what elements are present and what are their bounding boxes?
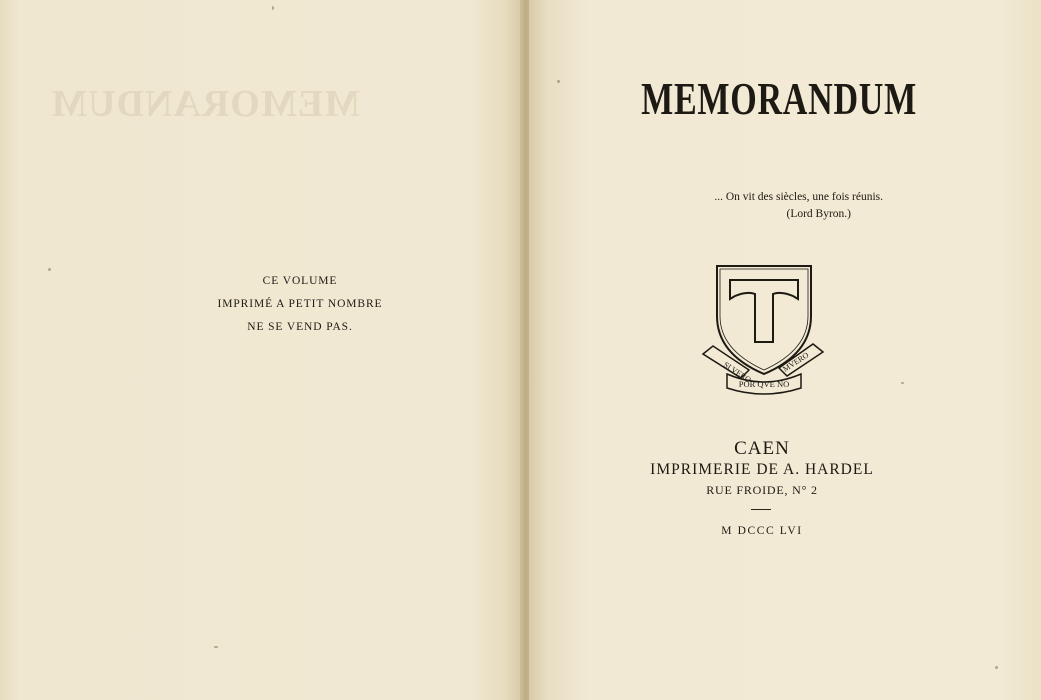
paper-speck bbox=[995, 666, 998, 669]
imprint-address: RUE FROIDE, N° 2 bbox=[706, 483, 818, 497]
epigraph-attribution: (Lord Byron.) bbox=[786, 208, 851, 220]
notice-line-2: IMPRIMÉ A PETIT NOMBRE bbox=[217, 298, 383, 310]
paper-speck bbox=[901, 382, 904, 384]
paper-speck bbox=[557, 80, 560, 83]
notice-line-3: NE SE VEND PAS. bbox=[247, 321, 353, 333]
motto-right: MVERO bbox=[781, 350, 811, 374]
imprint-year: M DCCC LVI bbox=[721, 525, 803, 537]
tau-shield-icon bbox=[701, 262, 825, 400]
right-page bbox=[529, 0, 1041, 700]
print-notice bbox=[200, 270, 400, 339]
epigraph-quote: ... On vit des siècles, une fois réunis. bbox=[714, 191, 883, 203]
paper-speck bbox=[272, 6, 274, 10]
page-title: MEMORANDUM bbox=[641, 73, 917, 124]
imprint-printer: IMPRIMERIE DE A. HARDEL bbox=[650, 461, 874, 478]
bleed-through-title: MEMORANDUM bbox=[50, 83, 360, 125]
paper-speck bbox=[48, 268, 51, 271]
motto-middle: POR QVE NO bbox=[738, 379, 790, 389]
imprint-city: CAEN bbox=[734, 438, 790, 459]
epigraph bbox=[659, 189, 883, 223]
paper-speck bbox=[214, 646, 218, 648]
motto-left: SI VERO bbox=[721, 360, 753, 385]
divider-rule bbox=[751, 509, 771, 510]
notice-line-1: CE VOLUME bbox=[262, 275, 338, 287]
